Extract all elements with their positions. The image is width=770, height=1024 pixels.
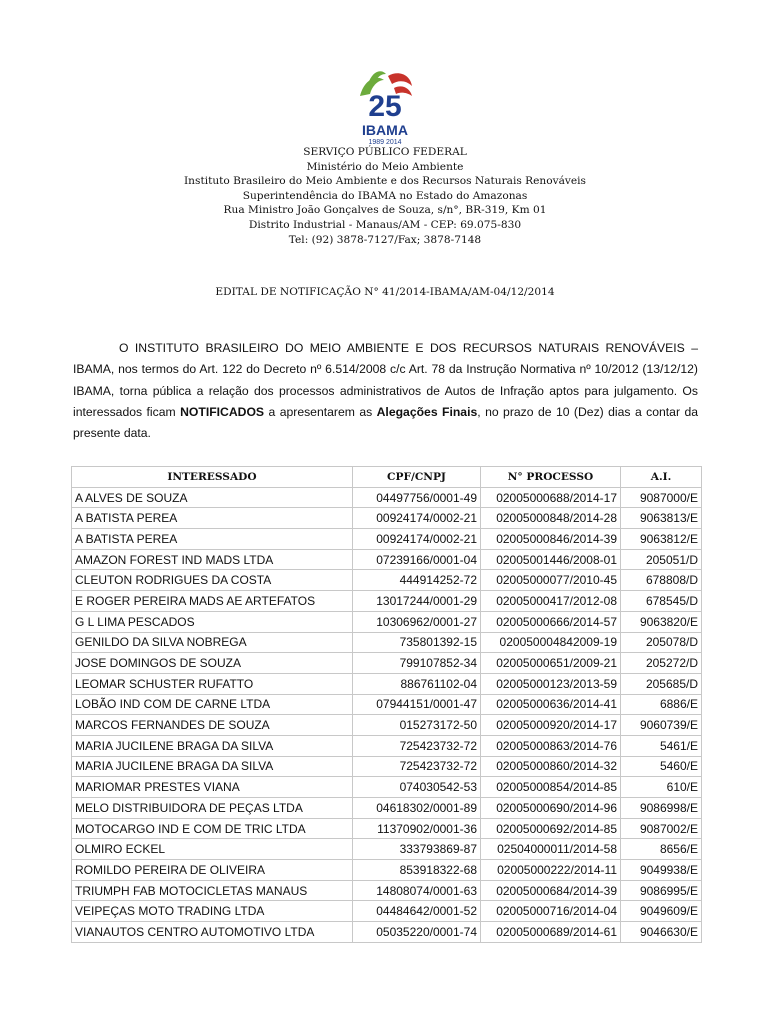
process-number-cell: 02005000077/2010-45	[481, 570, 621, 591]
cpf-cnpj-cell: 799107852-34	[353, 653, 481, 674]
interested-cell: AMAZON FOREST IND MADS LTDA	[72, 549, 353, 570]
cpf-cnpj-cell: 04618302/0001-89	[353, 798, 481, 819]
interested-cell: G L LIMA PESCADOS	[72, 611, 353, 632]
interested-cell: VIANAUTOS CENTRO AUTOMOTIVO LTDA	[72, 922, 353, 943]
table-row	[72, 632, 702, 653]
cpf-cnpj-cell: 07944151/0001-47	[353, 694, 481, 715]
infraction-notice-cell: 9060739/E	[621, 715, 702, 736]
infraction-notice-cell: 9049609/E	[621, 901, 702, 922]
infraction-notice-cell: 5460/E	[621, 756, 702, 777]
process-number-cell: 02005000689/2014-61	[481, 922, 621, 943]
process-number-cell: 02005000684/2014-39	[481, 880, 621, 901]
table-row	[72, 694, 702, 715]
cpf-cnpj-cell: 00924174/0002-21	[353, 529, 481, 550]
interested-cell: MARCOS FERNANDES DE SOUZA	[72, 715, 353, 736]
column-header-interested: INTERESSADO	[72, 467, 353, 488]
process-number-cell: 02005000920/2014-17	[481, 715, 621, 736]
table-row	[72, 508, 702, 529]
process-number-cell: 02005000666/2014-57	[481, 611, 621, 632]
ibama-25-years-logo	[354, 66, 416, 148]
header-line-address: Rua Ministro João Gonçalves de Souza, s/n°, BR-319, Km 01	[223, 204, 547, 217]
process-number-cell: 02005000690/2014-96	[481, 798, 621, 819]
infraction-notice-cell: 9063820/E	[621, 611, 702, 632]
process-number-cell: 02005000688/2014-17	[481, 487, 621, 508]
table-body	[72, 487, 702, 942]
cpf-cnpj-cell: 735801392-15	[353, 632, 481, 653]
cpf-cnpj-cell: 886761102-04	[353, 673, 481, 694]
cpf-cnpj-cell: 333793869-87	[353, 839, 481, 860]
logo-icon	[354, 66, 416, 148]
process-number-cell: 020050004842009-19	[481, 632, 621, 653]
interested-cell: LEOMAR SCHUSTER RUFATTO	[72, 673, 353, 694]
table-row	[72, 901, 702, 922]
body-text-part1: O INSTITUTO BRASILEIRO DO MEIO AMBIENTE E DOS RECURSOS NATURAIS RENOVÁVEIS – IBAMA, nos termos do Art. 122 do Decreto nº 6.514/2008 c/c Art. 78 da Instrução Normativa nº 10/2012 (13/12/12) IBAMA, torna pública a relação dos processos administrativos de Autos de Infração aptos para julgamento. Os interessados ficam	[73, 341, 698, 419]
letterhead	[0, 145, 770, 247]
process-number-cell: 02005000716/2014-04	[481, 901, 621, 922]
table-row	[72, 591, 702, 612]
cpf-cnpj-cell: 725423732-72	[353, 756, 481, 777]
infraction-notice-cell: 205051/D	[621, 549, 702, 570]
interested-cell: GENILDO DA SILVA NOBREGA	[72, 632, 353, 653]
process-number-cell: 02005000417/2012-08	[481, 591, 621, 612]
header-line-institute: Instituto Brasileiro do Meio Ambiente e dos Recursos Naturais Renováveis	[184, 175, 586, 188]
interested-cell: VEIPEÇAS MOTO TRADING LTDA	[72, 901, 353, 922]
infraction-notice-cell: 9049938/E	[621, 860, 702, 881]
interested-cell: ROMILDO PEREIRA DE OLIVEIRA	[72, 860, 353, 881]
cpf-cnpj-cell: 074030542-53	[353, 777, 481, 798]
cpf-cnpj-cell: 07239166/0001-04	[353, 549, 481, 570]
infraction-notice-cell: 9087002/E	[621, 818, 702, 839]
column-header-infraction-notice: A.I.	[621, 467, 702, 488]
table-row	[72, 860, 702, 881]
table-row	[72, 549, 702, 570]
cpf-cnpj-cell: 015273172-50	[353, 715, 481, 736]
table-row	[72, 735, 702, 756]
infraction-notice-cell: 9087000/E	[621, 487, 702, 508]
body-text-part2: a apresentarem as	[264, 404, 377, 419]
interested-cell: MARIA JUCILENE BRAGA DA SILVA	[72, 756, 353, 777]
interested-cell: A ALVES DE SOUZA	[72, 487, 353, 508]
process-number-cell: 02005000848/2014-28	[481, 508, 621, 529]
table-row	[72, 715, 702, 736]
interested-cell: MOTOCARGO IND E COM DE TRIC LTDA	[72, 818, 353, 839]
process-number-cell: 02005000636/2014-41	[481, 694, 621, 715]
interested-cell: MARIOMAR PRESTES VIANA	[72, 777, 353, 798]
column-header-cpf-cnpj: CPF/CNPJ	[353, 467, 481, 488]
cpf-cnpj-cell: 11370902/0001-36	[353, 818, 481, 839]
infraction-notice-cell: 610/E	[621, 777, 702, 798]
table-row	[72, 777, 702, 798]
table-row	[72, 653, 702, 674]
cpf-cnpj-cell: 725423732-72	[353, 735, 481, 756]
cpf-cnpj-cell: 04484642/0001-52	[353, 901, 481, 922]
interested-cell: LOBÃO IND COM DE CARNE LTDA	[72, 694, 353, 715]
cpf-cnpj-cell: 00924174/0002-21	[353, 508, 481, 529]
infraction-notice-cell: 205078/D	[621, 632, 702, 653]
table-row	[72, 922, 702, 943]
process-number-cell: 02005000692/2014-85	[481, 818, 621, 839]
cpf-cnpj-cell: 444914252-72	[353, 570, 481, 591]
infraction-notice-cell: 8656/E	[621, 839, 702, 860]
table-row	[72, 529, 702, 550]
infraction-notice-cell: 9063813/E	[621, 508, 702, 529]
infraction-notice-cell: 6886/E	[621, 694, 702, 715]
cpf-cnpj-cell: 13017244/0001-29	[353, 591, 481, 612]
process-number-cell: 02005000123/2013-59	[481, 673, 621, 694]
table-row	[72, 611, 702, 632]
process-number-cell: 02005000846/2014-39	[481, 529, 621, 550]
table-row	[72, 570, 702, 591]
svg-text:1989 2014: 1989 2014	[368, 139, 402, 146]
process-number-cell: 02005000863/2014-76	[481, 735, 621, 756]
interested-cell: TRIUMPH FAB MOTOCICLETAS MANAUS	[72, 880, 353, 901]
infraction-notice-cell: 9086995/E	[621, 880, 702, 901]
header-line-district: Distrito Industrial - Manaus/AM - CEP: 69.075-830	[248, 218, 522, 231]
infraction-notice-cell: 9046630/E	[621, 922, 702, 943]
table-row	[72, 756, 702, 777]
infraction-notice-cell: 9063812/E	[621, 529, 702, 550]
process-number-cell: 02005000854/2014-85	[481, 777, 621, 798]
header-line-service: SERVIÇO PÚBLICO FEDERAL	[303, 146, 467, 158]
infraction-notice-cell: 205685/D	[621, 673, 702, 694]
process-number-cell: 02005000651/2009-21	[481, 653, 621, 674]
body-bold-final-allegations: Alegações Finais	[376, 404, 478, 419]
process-number-cell: 02005000222/2014-11	[481, 860, 621, 881]
cpf-cnpj-cell: 853918322-68	[353, 860, 481, 881]
svg-text:25: 25	[368, 90, 402, 123]
table-row	[72, 880, 702, 901]
process-table	[71, 466, 702, 943]
cpf-cnpj-cell: 14808074/0001-63	[353, 880, 481, 901]
interested-cell: MELO DISTRIBUIDORA DE PEÇAS LTDA	[72, 798, 353, 819]
cpf-cnpj-cell: 10306962/0001-27	[353, 611, 481, 632]
interested-cell: A BATISTA PEREA	[72, 508, 353, 529]
process-number-cell: 02005000860/2014-32	[481, 756, 621, 777]
notice-title: EDITAL DE NOTIFICAÇÃO N° 41/2014-IBAMA/AM-04/12/2014	[215, 286, 555, 298]
notice-body	[73, 338, 698, 444]
table-row	[72, 673, 702, 694]
interested-cell: OLMIRO ECKEL	[72, 839, 353, 860]
header-line-superintendence: Superintendência do IBAMA no Estado do Amazonas	[242, 189, 528, 202]
table-row	[72, 487, 702, 508]
svg-text:IBAMA: IBAMA	[362, 122, 408, 138]
column-header-process-number: N° PROCESSO	[481, 467, 621, 488]
infraction-notice-cell: 205272/D	[621, 653, 702, 674]
infraction-notice-cell: 9086998/E	[621, 798, 702, 819]
body-text-part3: , no prazo de 10 (Dez) dias a contar da presente data.	[73, 404, 699, 441]
interested-cell: A BATISTA PEREA	[72, 529, 353, 550]
interested-cell: MARIA JUCILENE BRAGA DA SILVA	[72, 735, 353, 756]
process-number-cell: 02504000011/2014-58	[481, 839, 621, 860]
cpf-cnpj-cell: 05035220/0001-74	[353, 922, 481, 943]
interested-cell: CLEUTON RODRIGUES DA COSTA	[72, 570, 353, 591]
interested-cell: JOSE DOMINGOS DE SOUZA	[72, 653, 353, 674]
infraction-notice-cell: 5461/E	[621, 735, 702, 756]
infraction-notice-cell: 678545/D	[621, 591, 702, 612]
table-row	[72, 839, 702, 860]
interested-cell: E ROGER PEREIRA MADS AE ARTEFATOS	[72, 591, 353, 612]
infraction-notice-cell: 678808/D	[621, 570, 702, 591]
header-line-phone: Tel: (92) 3878-7127/Fax; 3878-7148	[288, 233, 482, 246]
table-row	[72, 818, 702, 839]
cpf-cnpj-cell: 04497756/0001-49	[353, 487, 481, 508]
table-row	[72, 798, 702, 819]
header-line-ministry: Ministério do Meio Ambiente	[306, 160, 464, 173]
body-bold-notified: NOTIFICADOS	[180, 404, 265, 419]
process-number-cell: 02005001446/2008-01	[481, 549, 621, 570]
table-header-row	[72, 467, 702, 488]
